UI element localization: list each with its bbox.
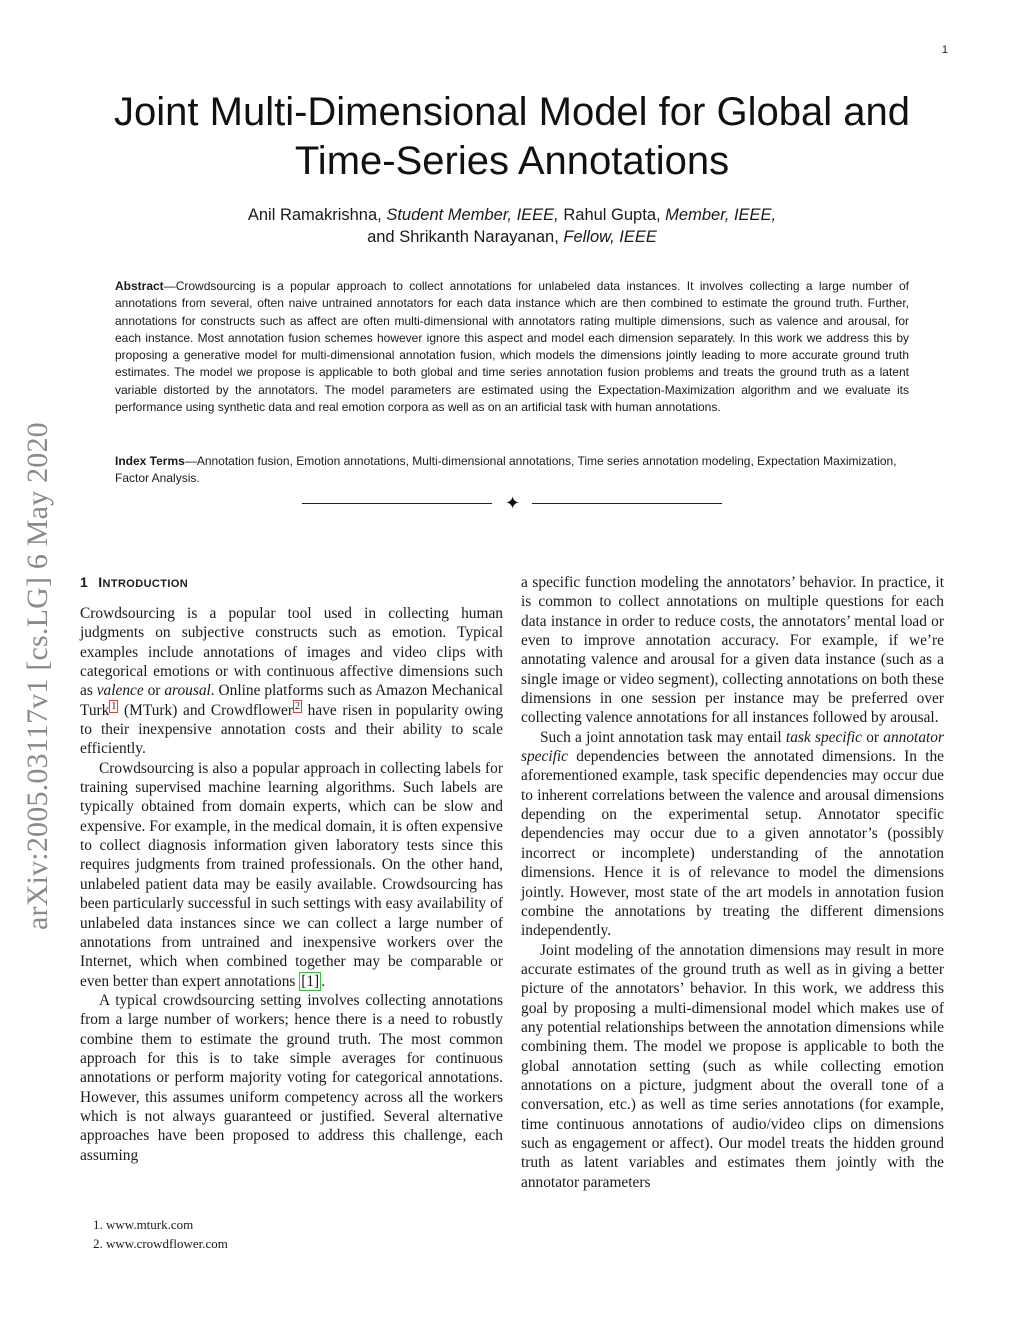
emphasis-text: valence xyxy=(96,682,144,700)
author-line-1 xyxy=(100,204,924,226)
footnote-link-1[interactable]: 1 xyxy=(111,700,117,712)
paragraph-text: (MTurk) and Crowdflower xyxy=(118,701,293,719)
emphasis-text: task specific xyxy=(785,728,862,746)
paragraph: A typical crowdsourcing setting involves collecting annotations from a large number of workers; hence there is a need to robustly combine them to estimate the ground truth. The most common approach for this is to take simple averages for continuous annotations or perform majority voting for categorical annotations. However, this assumes uniform competency across all the workers which is not always guaranteed or justified. Several alternative approaches have been proposed to address this challenge, each assuming xyxy=(80,991,503,1164)
author-name: and Shrikanth Narayanan, xyxy=(367,228,564,246)
citation-link[interactable]: [1] xyxy=(301,972,320,990)
author-name: Anil Ramakrishna, xyxy=(247,206,387,224)
paragraph-text: Such a joint annotation task may entail xyxy=(540,728,786,746)
index-terms xyxy=(115,453,909,488)
arxiv-identifier-stamp[interactable]: arXiv:2005.03117v1 [cs.LG] 6 May 2020 xyxy=(21,422,54,930)
paragraph-text: have risen in popularity owing to their inexpensive annotation costs and their ability to scale efficiently. xyxy=(80,701,504,758)
author-membership: Student Member, IEEE, xyxy=(386,206,559,224)
abstract-text: —Crowdsourcing is a popular approach to collect annotations for unlabeled data instances. It involves collecting a large number of annotations from several, often naive untrained annotators for each data instance which are then combined to estimate the ground truth. Further, annotations for constructs such as affect are often multi-dimensional with annotators rating multiple dimensions, such as valence and arousal, for each instance. Most annotation fusion schemes however ignore this aspect and model each dimension separately. In this work we address this by proposing a generative model for multi-dimensional annotation fusion, which models the dimensions jointly leading to more accurate ground truth estimates. The model we propose is applicable to both global and time series annotation fusion problems and treats the ground truth as a latent variable distorted by the annotators. The model parameters are estimated using the Expectation-Maximization algorithm and we evaluate its performance using synthetic data and real emotion corpora as well as on an artificial task with human annotations. xyxy=(115,279,909,415)
section-number: 1 xyxy=(80,574,89,590)
footnote-1: 1. www.mturk.com xyxy=(93,1217,194,1232)
right-column xyxy=(521,573,944,1192)
paragraph-text: . Online platforms such as Amazon Mechanical Turk xyxy=(80,682,503,719)
paper-title-line-2: Time-Series Annotations xyxy=(294,139,730,183)
divider-rule-left xyxy=(302,503,492,504)
paragraph-text: Crowdsourcing is a popular tool used in collecting human judgments on subjective constructs such as emotion. Typical examples include annotations of images and video clips with categorical emotions or with continuous affective dimensions such as xyxy=(80,605,503,700)
footnote-link-2[interactable]: 2 xyxy=(295,700,300,712)
page-number: 1 xyxy=(941,44,948,56)
divider-ornament-icon: ✦ xyxy=(505,493,521,514)
paragraph xyxy=(521,728,944,941)
abstract xyxy=(115,278,909,416)
paragraph xyxy=(80,759,503,991)
author-line-2 xyxy=(100,226,924,248)
section-divider xyxy=(302,493,722,514)
index-terms-label: Index Terms xyxy=(115,454,185,468)
paper-title xyxy=(100,88,924,186)
author-membership: Fellow, IEEE xyxy=(563,228,657,246)
footnote-2: 2. www.crowdflower.com xyxy=(93,1236,228,1251)
paragraph-text: dependencies between the annotated dimensions. In the aforementioned example, task specific dependencies may occur due to inherent correlations between the valence and arousal dimensions depending on the experimental setup. Annotator specific dependencies may occur due to a given annotator’s (possibly incorrect or incomplete) understanding of the annotation dimensions. Hence it is of relevance to model the dimensions jointly. However, most state of the art models in annotation fusion combine the annotations by treating the different dimensions independently. xyxy=(521,748,944,940)
section-title-rest: NTRODUCTION xyxy=(102,578,189,590)
section-title-initial: I xyxy=(98,574,103,590)
emphasis-text: arousal xyxy=(164,682,211,700)
paragraph-text: or xyxy=(861,728,884,746)
author-membership: Member, IEEE, xyxy=(665,206,777,224)
paragraph-text: or xyxy=(143,682,165,700)
paper-title-line-1: Joint Multi-Dimensional Model for Global and xyxy=(114,90,910,134)
paragraph: Joint modeling of the annotation dimensions may result in more accurate estimates of the ground truth as well as in giving a better picture of the annotators’ behavior. In this work, we address this goal by proposing a multi-dimensional model which makes use of any potential relationships between the annotation dimensions while combining them. The model we propose is applicable to both the global annotation setting (such as while collecting emotion annotations on a picture, judgment about the overall tone of a conversation, etc.) as well as time series annotations (for example, time continuous annotations of audio/video clips on dimensions such as engagement or affect). Our model treats the hidden ground truth as latent variables and estimates them jointly with the annotator parameters xyxy=(521,941,944,1191)
author-list xyxy=(100,204,924,248)
index-terms-text: —Annotation fusion, Emotion annotations, Multi-dimensional annotations, Time series annotation modeling, Expectation Maximization, Factor Analysis. xyxy=(115,454,897,486)
abstract-label: Abstract xyxy=(115,279,164,293)
paragraph: a specific function modeling the annotators’ behavior. In practice, it is common to collect annotations on multiple questions for each data instance in order to reduce costs, the annotators’ mental load or even to improve annotation accuracy. For example, if we’re annotating valence and arousal for a given data instance (such as a single image or video segment), collecting annotations on both these dimensions in one session per instance may be preferred over collecting valence annotations for all instances followed by arousal. xyxy=(521,574,944,727)
paragraph-text: . xyxy=(321,972,326,990)
footnotes xyxy=(93,1215,493,1253)
author-name: Rahul Gupta, xyxy=(558,206,666,224)
section-heading-introduction xyxy=(80,572,503,594)
left-column xyxy=(80,572,503,1165)
paragraph xyxy=(80,604,503,759)
paragraph-text: Crowdsourcing is also a popular approach in collecting labels for training supervised machine learning algorithms. Such labels are typically obtained from domain experts, which can be slow and expensive. For example, in the medical domain, it is often expensive to collect diagnosis information given laboratory tests since this requires judgments from trained professionals. On the other hand, unlabeled patient data may be easily available. Crowdsourcing has been particularly successful in such settings with easy availability of unlabeled data instances since we can collect a large number of annotations from untrained and inexpensive workers over the Internet, which when combined together may be comparable or even better than expert annotations xyxy=(80,759,503,990)
emphasis-text: annotator specific xyxy=(521,728,944,766)
divider-rule-right xyxy=(532,503,722,504)
